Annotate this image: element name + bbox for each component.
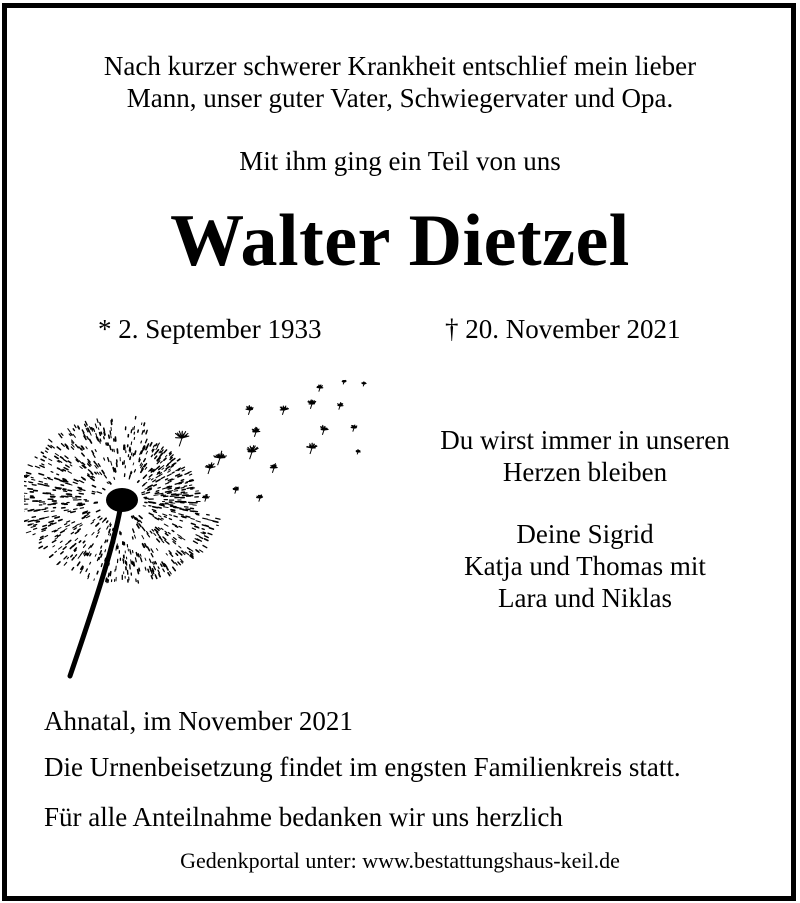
quote-line-2: Herzen bleiben [502, 457, 668, 487]
motto: Mit ihm ging ein Teil von uns [239, 146, 561, 176]
memorial-portal: Gedenkportal unter: www.bestattungshaus-keil.de [180, 848, 620, 873]
intro-line-2: Mann, unser guter Vater, Schwiegervater und Opa. [126, 83, 674, 113]
family-line-2: Katja und Thomas mit [464, 551, 706, 581]
family-line-3: Lara und Niklas [498, 583, 672, 613]
burial-note: Die Urnenbeisetzung findet im engsten Familienkreis statt. [44, 752, 681, 782]
death-date: † 20. November 2021 [445, 314, 681, 344]
dandelion-center [106, 488, 138, 512]
deceased-name: Walter Dietzel [170, 200, 630, 282]
birth-date: * 2. September 1933 [98, 314, 322, 344]
family-signature [380, 518, 790, 614]
intro-line-1: Nach kurzer schwerer Krankheit entschlief mein lieber [103, 51, 697, 81]
thanks-note: Für alle Anteilnahme bedanken wir uns herzlich [44, 802, 563, 832]
place-date: Ahnatal, im November 2021 [44, 706, 353, 736]
family-line-1: Deine Sigrid [516, 519, 654, 549]
dandelion-icon [24, 370, 374, 682]
intro-text [0, 50, 800, 114]
dandelion-seeds [176, 380, 367, 501]
quote-line-1: Du wirst immer in unseren [440, 425, 730, 455]
quote [380, 424, 790, 488]
